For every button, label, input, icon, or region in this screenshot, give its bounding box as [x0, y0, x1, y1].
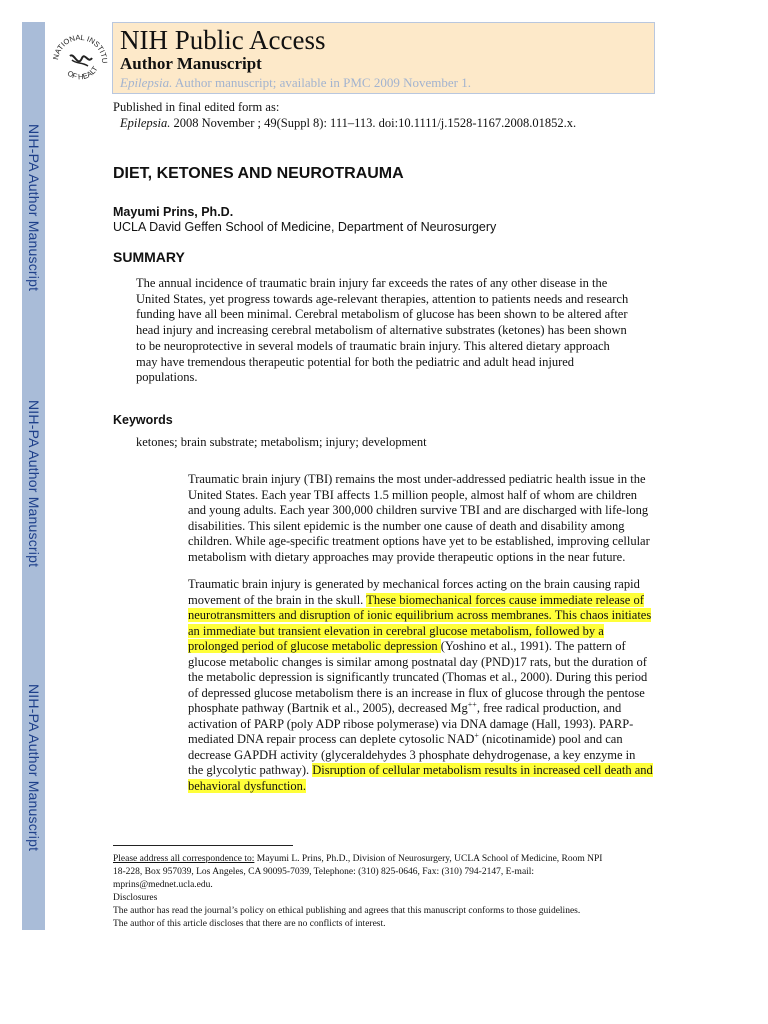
footnote-line: The author of this article discloses that there are no conflicts of interest.	[113, 919, 386, 929]
citation-journal: Epilepsia.	[120, 116, 171, 130]
sidebar-label: NIH-PA Author Manuscript	[26, 684, 42, 852]
body-line	[188, 593, 658, 609]
text-span: , free radical production, and	[476, 701, 622, 715]
text-span: the glycolytic pathway).	[188, 763, 313, 777]
body-line: disabilities. This silent epidemic is the number one cause of death and disability among	[188, 518, 625, 533]
footnote-divider	[113, 845, 293, 846]
body-line: children. While age-specific treatment options have yet to be established, improving cellular	[188, 534, 650, 548]
header-title: NIH Public Access	[120, 25, 326, 55]
text-span: Mayumi L. Prins, Ph.D., Division of Neurosurgery, UCLA School of Medicine, Room NPI	[254, 854, 603, 864]
body-paragraph	[188, 472, 658, 565]
summary-line: United States, yet progress towards age-relevant therapies, attention to patients needs and research	[136, 291, 629, 306]
body-line	[188, 701, 658, 717]
body-line: metabolism with dietary approaches may provide therapeutic options in the near future.	[188, 549, 626, 564]
highlighted-text: an immediate but transient elevation in cerebral glucose metabolism, followed by a	[188, 623, 604, 638]
footnote-line: The author has read the journal’s policy on ethical publishing and agrees that this manuscript conforms to those guidelines.	[113, 906, 581, 916]
body-line	[188, 732, 658, 748]
availability-text: Author manuscript; available in PMC 2009 November 1.	[172, 75, 471, 90]
summary-line: head injury and increasing cerebral metabolism of alternative substrates (ketones) has been shown	[136, 323, 627, 338]
body-line: Traumatic brain injury is generated by mechanical forces acting on the brain causing rapid	[188, 577, 640, 591]
footnote-line	[113, 853, 653, 866]
text-span: (Yoshino et al., 1991). The pattern of	[440, 639, 626, 653]
text-span: (nicotinamide) pool and can	[478, 732, 623, 746]
body-line	[188, 608, 658, 624]
highlighted-text: neurotransmitters and disruption of ionic equilibrium across membranes. This chaos initiates	[188, 608, 652, 622]
body-line: glucose metabolic changes is similar among postnatal day (PND)17 rats, but the duration of	[188, 654, 647, 669]
author-affiliation: UCLA David Geffen School of Medicine, Department of Neurosurgery	[113, 220, 497, 234]
email-link[interactable]: mprins@mednet.ucla.edu.	[113, 880, 213, 890]
citation-text: 2008 November ; 49(Suppl 8): 111–113. doi:10.1111/j.1528-1167.2008.01852.x.	[170, 116, 577, 130]
body-line: Traumatic brain injury (TBI) remains the most under-addressed pediatric health issue in the	[188, 472, 646, 486]
journal-name: Epilepsia.	[120, 75, 173, 90]
logo-text-top: NATIONAL INSTITU	[51, 32, 110, 64]
published-label: Published in final edited form as:	[113, 100, 280, 114]
body-line: of depressed glucose metabolism there is an increase in flux of glucose through the pentose	[188, 685, 645, 700]
svg-text:NATIONAL INSTITUTES	[48, 22, 109, 64]
summary-line: funding have all been minimal. Cerebral metabolism of glucose has been shown to be altered after	[136, 307, 628, 322]
body-line: activation of PARP (poly ADP ribose polymerase) via DNA damage (Hall, 1993). PARP-	[188, 716, 634, 731]
disclosures-heading: Disclosures	[113, 893, 158, 903]
keywords-heading: Keywords	[113, 413, 173, 427]
superscript: +	[474, 730, 479, 740]
citation	[113, 115, 576, 131]
published-info	[113, 99, 576, 131]
header-subtitle: Author Manuscript	[120, 54, 262, 73]
article-title: DIET, KETONES AND NEUROTRAUMA	[113, 165, 404, 182]
availability-line	[120, 75, 471, 91]
logo-text-bottom: OF HEALT	[65, 64, 100, 82]
highlighted-text: Disruption of cellular metabolism results in increased cell death and	[312, 763, 653, 777]
summary-line: The annual incidence of traumatic brain injury far exceeds the rates of any other disease in the	[136, 276, 608, 290]
body-line: decrease GAPDH activity (glyceraldehydes 3 phosphate dehydrogenase, a key enzyme in	[188, 747, 636, 762]
summary-line: populations.	[136, 370, 198, 385]
left-sidebar	[22, 22, 45, 930]
summary-line: may have tremendous therapeutic potential for both the pediatric and adult head injured	[136, 354, 575, 369]
summary-heading: SUMMARY	[113, 249, 185, 265]
nih-header	[112, 22, 655, 94]
body-line: United States. Each year TBI affects 1.5 million people, almost half of whom are children	[188, 487, 638, 502]
superscript: ++	[467, 699, 477, 709]
author-name: Mayumi Prins, Ph.D.	[113, 205, 234, 219]
summary-text	[136, 276, 636, 386]
body-line	[188, 624, 658, 640]
text-span: mediated DNA repair process can deplete cytosolic NAD	[188, 732, 475, 746]
body-line	[188, 639, 658, 655]
body-line	[188, 779, 658, 795]
summary-line: to be neuroprotective in several models of traumatic brain injury. This altered dietary approach	[136, 338, 610, 353]
correspondence-label: Please address all correspondence to:	[113, 854, 255, 864]
sidebar-label: NIH-PA Author Manuscript	[26, 124, 42, 292]
highlighted-text: prolonged period of glucose metabolic depression	[188, 639, 441, 653]
text-span: phosphate pathway (Bartnik et al., 2005), decreased Mg	[188, 701, 468, 715]
body-line: the metabolic depression is significantly truncated (Thomas et al., 2000). During this period	[188, 670, 648, 684]
sidebar-label: NIH-PA Author Manuscript	[26, 400, 42, 568]
highlighted-text: behavioral dysfunction.	[188, 778, 307, 793]
footnotes	[113, 853, 653, 931]
nih-logo-icon	[48, 22, 112, 90]
keywords-text: ketones; brain substrate; metabolism; injury; development	[136, 435, 427, 449]
body-paragraph	[188, 577, 658, 794]
text-span: movement of the brain in the skull.	[188, 592, 367, 607]
body-line: and young adults. Each year 300,000 children survive TBI and are discharged with life-long	[188, 503, 649, 517]
highlighted-text: These biomechanical forces cause immediate release of	[366, 592, 644, 607]
footnote-line: 18-228, Box 957039, Los Angeles, CA 90095-7039, Telephone: (310) 825-0646, Fax: (310) 794-2147, E-mail:	[113, 867, 535, 877]
body-line	[188, 763, 658, 779]
